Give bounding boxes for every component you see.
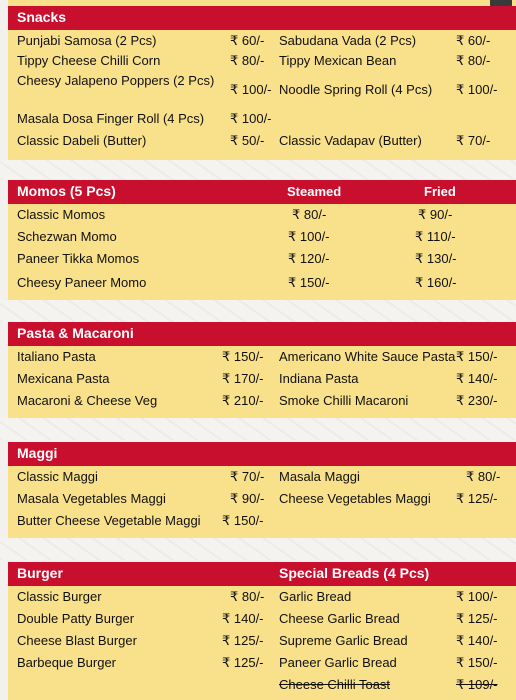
item-price: ₹ 80/- <box>230 589 265 604</box>
item-price: ₹ 50/- <box>230 133 265 148</box>
item-price: ₹ 80/- <box>466 469 501 484</box>
item-name: Indiana Pasta <box>279 371 359 386</box>
column-header-fried: Fried <box>424 184 456 199</box>
item-price-struck: ₹ 109/- <box>456 677 498 692</box>
maggi-section <box>8 442 516 538</box>
item-name: Masala Dosa Finger Roll (4 Pcs) <box>17 111 205 126</box>
item-name: Cheese Blast Burger <box>17 633 137 648</box>
item-name: Classic Momos <box>17 207 106 222</box>
item-price: ₹ 80/- <box>456 53 491 68</box>
section-title-special-breads: Special Breads (4 Pcs) <box>279 565 430 581</box>
item-price: ₹ 210/- <box>222 393 264 408</box>
item-price: ₹ 100/- <box>230 111 272 126</box>
item-name: Tippy Cheese Chilli Corn <box>17 53 161 68</box>
item-name: Tippy Mexican Bean <box>279 53 397 68</box>
item-price: ₹ 70/- <box>230 469 265 484</box>
item-price: ₹ 140/- <box>222 611 264 626</box>
pasta-section <box>8 322 516 418</box>
item-name: Mexicana Pasta <box>17 371 110 386</box>
background-pattern <box>0 300 516 322</box>
section-title: Burger <box>17 565 63 581</box>
item-price-steamed: ₹ 80/- <box>292 207 327 222</box>
item-name: Double Patty Burger <box>17 611 135 626</box>
snacks-section <box>8 6 516 160</box>
section-header <box>8 322 516 346</box>
item-name: Classic Dabeli (Butter) <box>17 133 147 148</box>
item-price: ₹ 230/- <box>456 393 498 408</box>
item-price: ₹ 60/- <box>456 33 491 48</box>
item-price: ₹ 150/- <box>222 349 264 364</box>
item-name: Cheesy Jalapeno Poppers (2 Pcs) <box>17 73 215 88</box>
item-name: Macaroni & Cheese Veg <box>17 393 158 408</box>
section-header <box>8 6 516 30</box>
item-price-steamed: ₹ 100/- <box>288 229 330 244</box>
item-name: Garlic Bread <box>279 589 352 604</box>
background-pattern <box>0 160 516 180</box>
item-price: ₹ 70/- <box>456 133 491 148</box>
section-header <box>8 562 516 586</box>
item-price: ₹ 170/- <box>222 371 264 386</box>
item-name: Noodle Spring Roll (4 Pcs) <box>279 82 433 97</box>
item-name: Cheese Vegetables Maggi <box>279 491 431 506</box>
item-price: ₹ 80/- <box>230 53 265 68</box>
item-name: Masala Vegetables Maggi <box>17 491 166 506</box>
section-header <box>8 180 516 204</box>
item-price-fried: ₹ 160/- <box>415 275 457 290</box>
item-name: Punjabi Samosa (2 Pcs) <box>17 33 157 48</box>
section-header <box>8 442 516 466</box>
item-name: Masala Maggi <box>279 469 360 484</box>
item-name: Classic Burger <box>17 589 102 604</box>
item-price-fried: ₹ 130/- <box>415 251 457 266</box>
item-name: Butter Cheese Vegetable Maggi <box>17 513 201 528</box>
background-pattern <box>0 538 516 560</box>
column-header-steamed: Steamed <box>287 184 342 199</box>
item-price: ₹ 125/- <box>456 491 498 506</box>
item-price: ₹ 100/- <box>230 82 272 97</box>
item-name: Americano White Sauce Pasta <box>279 349 456 364</box>
item-name: Cheese Garlic Bread <box>279 611 400 626</box>
section-title: Momos (5 Pcs) <box>17 183 116 199</box>
item-price-fried: ₹ 110/- <box>415 229 456 244</box>
item-name: Paneer Garlic Bread <box>279 655 397 670</box>
item-price-fried: ₹ 90/- <box>418 207 453 222</box>
item-name: Paneer Tikka Momos <box>17 251 140 266</box>
item-price: ₹ 100/- <box>456 82 498 97</box>
section-title: Pasta & Macaroni <box>17 325 134 341</box>
item-name: Classic Vadapav (Butter) <box>279 133 422 148</box>
item-price: ₹ 90/- <box>230 491 265 506</box>
background-pattern <box>0 418 516 440</box>
item-price: ₹ 100/- <box>456 589 498 604</box>
item-price: ₹ 150/- <box>456 655 498 670</box>
momos-section <box>8 180 516 300</box>
burger-section <box>8 562 516 700</box>
section-title: Maggi <box>17 445 58 461</box>
section-title: Snacks <box>17 9 67 25</box>
item-price-steamed: ₹ 150/- <box>288 275 330 290</box>
item-price: ₹ 125/- <box>222 655 264 670</box>
item-name: Sabudana Vada (2 Pcs) <box>279 33 417 48</box>
item-price-steamed: ₹ 120/- <box>288 251 330 266</box>
item-name: Barbeque Burger <box>17 655 117 670</box>
item-price: ₹ 150/- <box>456 349 498 364</box>
item-price: ₹ 140/- <box>456 633 498 648</box>
item-name-struck: Cheese Chilli Toast <box>279 677 391 692</box>
item-price: ₹ 60/- <box>230 33 265 48</box>
item-name: Smoke Chilli Macaroni <box>279 393 409 408</box>
item-name: Cheesy Paneer Momo <box>17 275 147 290</box>
item-name: Supreme Garlic Bread <box>279 633 408 648</box>
item-price: ₹ 150/- <box>222 513 264 528</box>
item-price: ₹ 125/- <box>222 633 264 648</box>
item-name: Italiano Pasta <box>17 349 96 364</box>
item-name: Classic Maggi <box>17 469 98 484</box>
item-price: ₹ 125/- <box>456 611 498 626</box>
item-price: ₹ 140/- <box>456 371 498 386</box>
item-name: Schezwan Momo <box>17 229 117 244</box>
